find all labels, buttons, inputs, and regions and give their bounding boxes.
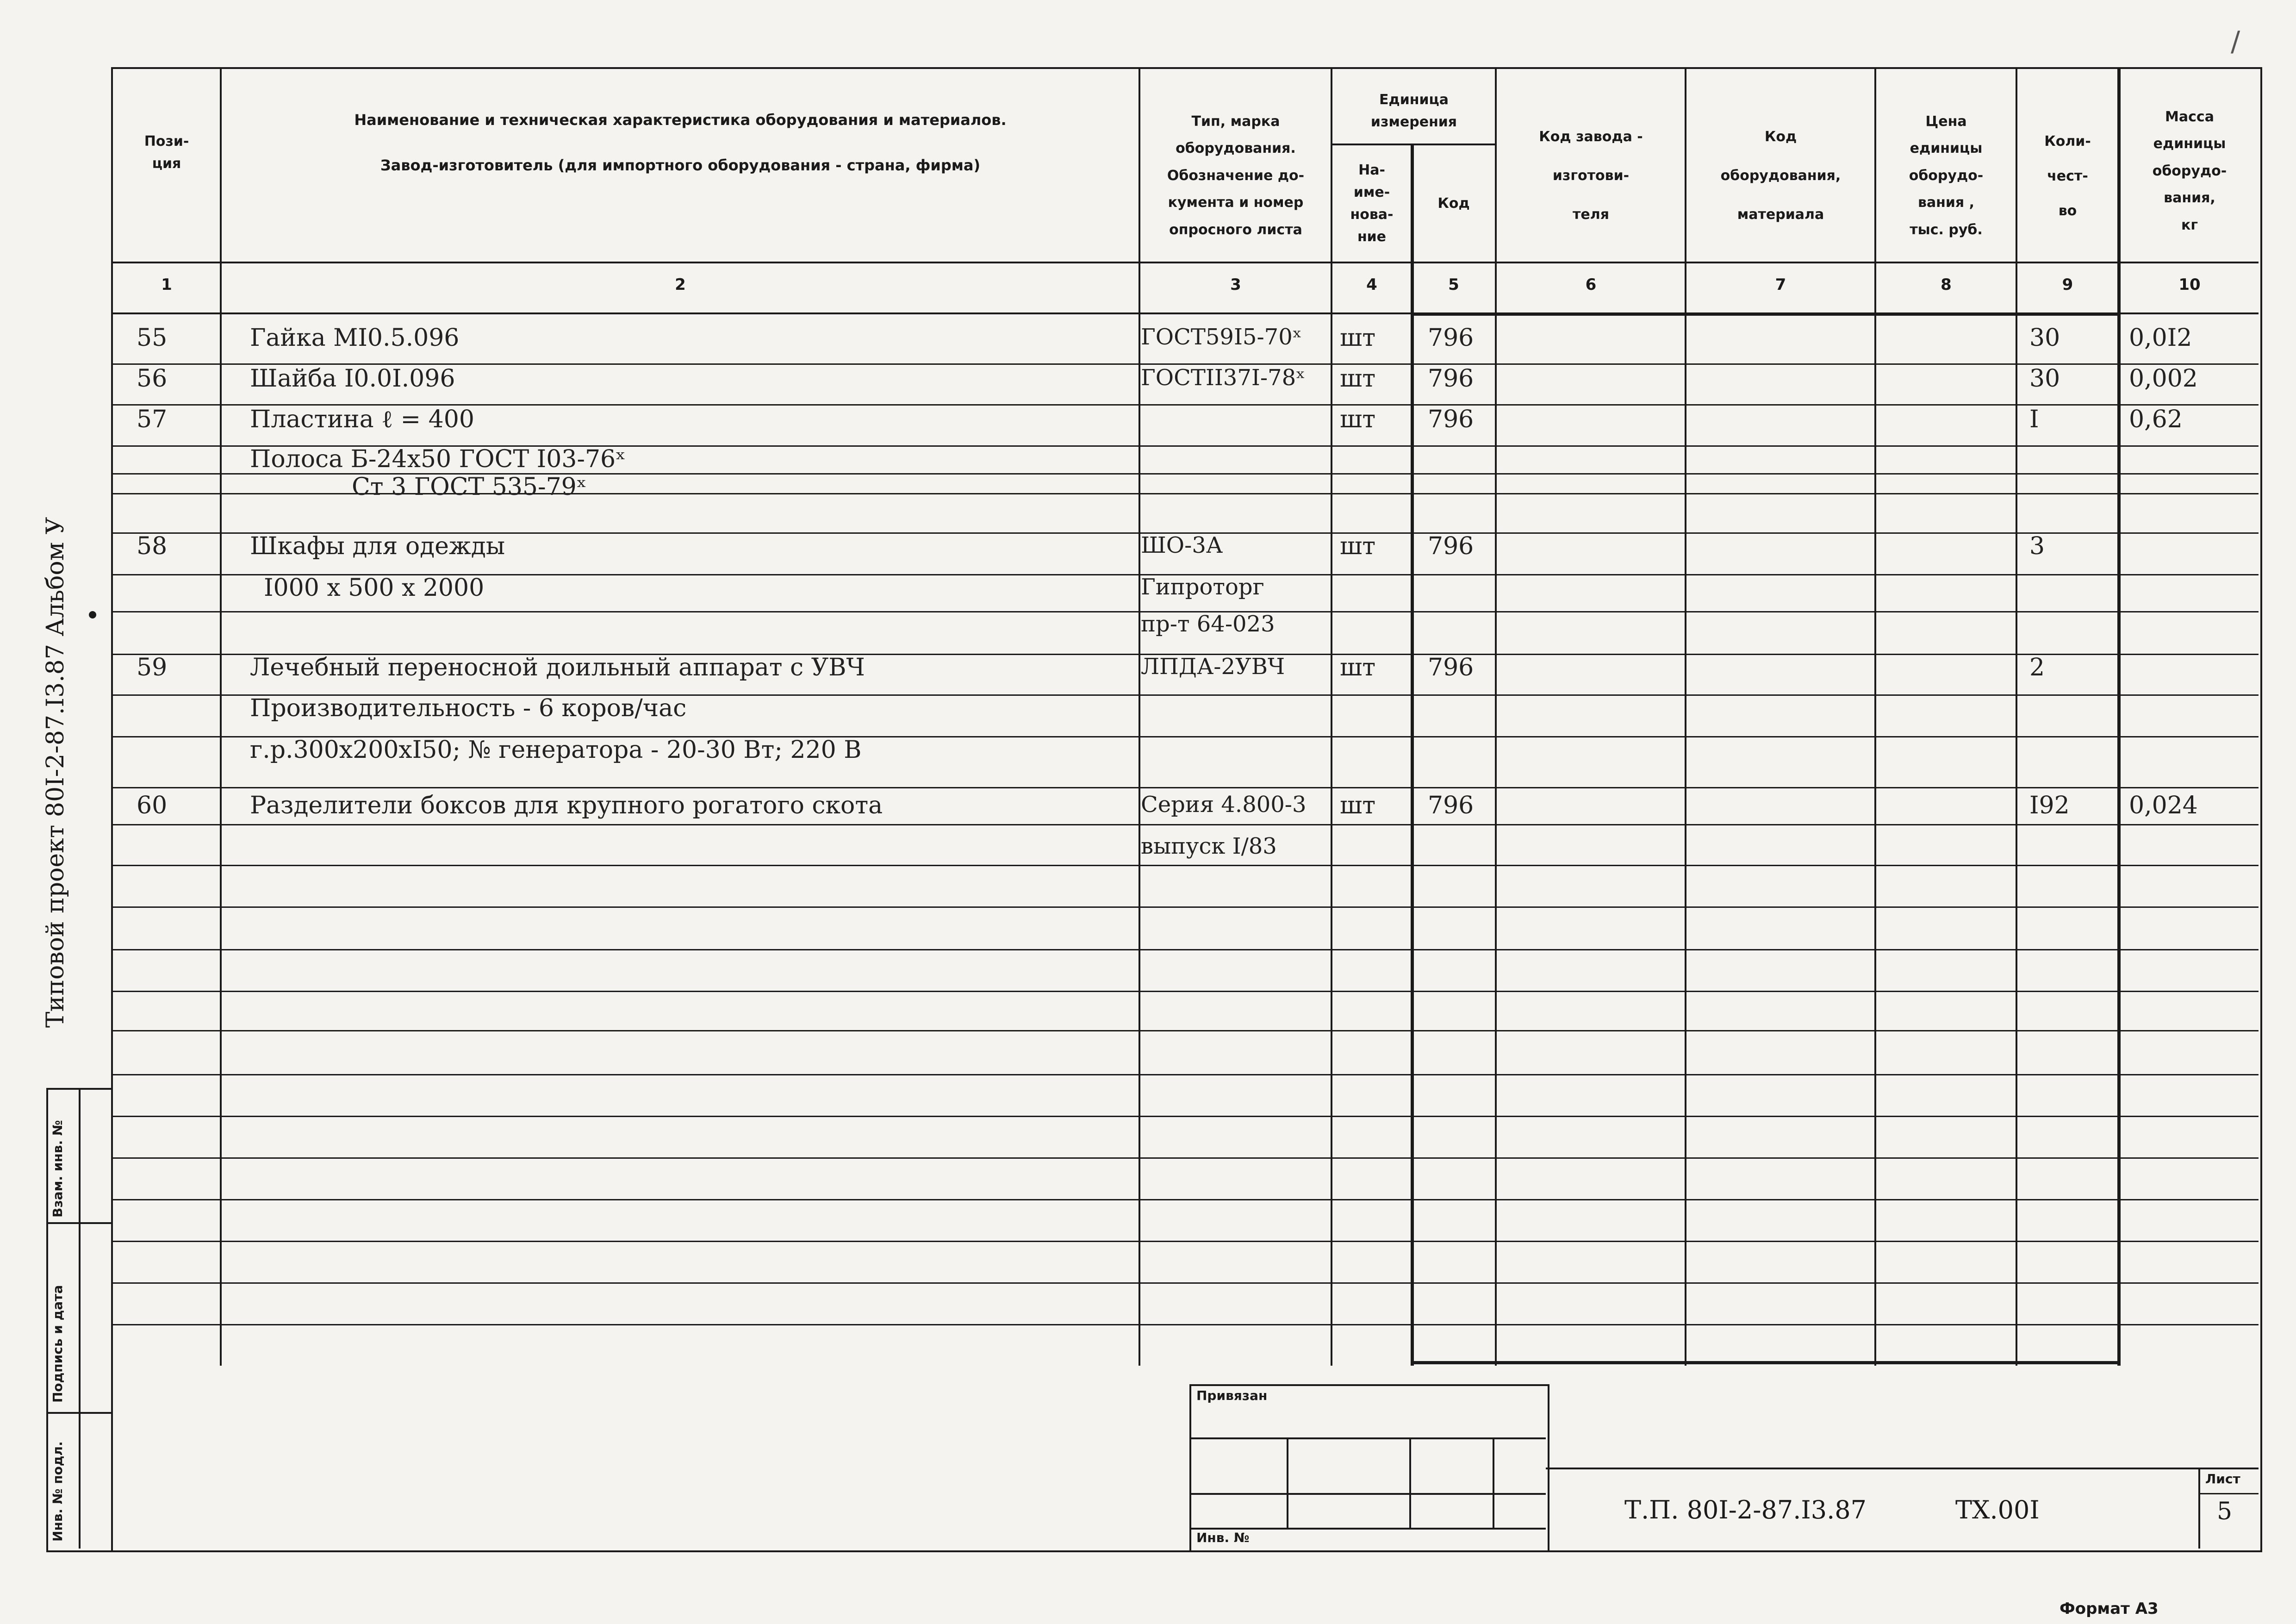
cell-type: ШО-3А (1141, 532, 1223, 558)
cell-type: Гипроторг (1141, 574, 1264, 600)
cell-code: 796 (1428, 792, 1474, 819)
privyazan-stamp (1189, 1384, 1549, 1552)
cell-name: Пластина ℓ = 400 (250, 406, 474, 433)
sheet-label: Лист (2205, 1471, 2240, 1487)
cell-pos: 60 (137, 792, 168, 819)
cell-name: Ст 3 ГОСТ 535-79ˣ (352, 473, 587, 501)
header-mass: Масса единицы оборудо- вания, кг (2152, 108, 2227, 233)
cell-name: Производительность - 6 коров/час (250, 694, 687, 722)
table-row-separator (111, 1116, 2259, 1117)
cell-type: ГОСТII37I-78ˣ (1141, 365, 1306, 391)
header-type: Тип, марка оборудования. Обозначение до- кумента и номер опросного листа (1167, 113, 1305, 238)
header-factory-code: Код завода - изготови- теля (1539, 129, 1643, 223)
header-price: Цена единицы оборудо- вания , тыс. руб. (1909, 113, 1984, 238)
cell-qty: 30 (2029, 365, 2060, 393)
cell-unit: шт (1340, 406, 1376, 433)
table-row-separator (111, 1030, 2259, 1031)
cell-type: ГОСТ59I5-70ˣ (1141, 324, 1302, 350)
cell-code: 796 (1428, 324, 1474, 352)
cell-code: 796 (1428, 654, 1474, 681)
cell-qty: 2 (2029, 654, 2045, 681)
header-name: Наименование и техническая характеристика оборудования и материалов. Завод-изготовитель (для импортного оборудования - страна, фирма) (354, 111, 1007, 174)
cell-type: выпуск I/83 (1141, 833, 1277, 859)
header-position: Пози- ция (144, 133, 189, 172)
cell-code: 796 (1428, 406, 1474, 433)
cell-pos: 57 (137, 406, 168, 433)
cell-type: ЛПДА-2УВЧ (1141, 654, 1285, 680)
cell-unit: шт (1340, 324, 1376, 352)
cell-type: Серия 4.800-3 (1141, 792, 1307, 818)
stamp-podpis-data: Подпись и дата (50, 1285, 65, 1403)
colnum-8: 8 (1941, 275, 1952, 294)
header-unit-code: Код (1437, 195, 1470, 212)
table-row-separator (111, 1241, 2259, 1242)
header-equipment-code: Код оборудования, материала (1720, 129, 1841, 223)
header-quantity: Коли- чест- во (2044, 133, 2091, 219)
inv-no-label: Инв. № (1196, 1530, 1250, 1545)
cell-qty: I (2029, 406, 2039, 433)
table-row-separator (111, 1282, 2259, 1284)
table-row-separator (111, 1157, 2259, 1159)
side-title-text: Типовой проект 80I-2-87.I3.87 Альбом У (42, 517, 69, 1028)
cell-unit: шт (1340, 532, 1376, 560)
format-label: Формат А3 (2060, 1599, 2159, 1618)
corner-mark: / (2231, 25, 2240, 58)
colnum-5: 5 (1448, 275, 1459, 294)
stamp-inv-podl: Инв. № подл. (50, 1441, 65, 1542)
table-row-separator (111, 865, 2259, 866)
table-row-separator (111, 1324, 2259, 1325)
header-unit-group: Единица измерения (1370, 92, 1457, 130)
cell-name: I000 х 500 х 2000 (264, 574, 485, 602)
cell-name: г.р.300х200хI50; № генератора - 20-30 Вт; 220 В (250, 736, 862, 764)
table-row-separator (111, 906, 2259, 908)
cell-mass: 0,002 (2129, 365, 2198, 393)
document-code: Т.П. 80I-2-87.I3.87 (1624, 1495, 1867, 1524)
cell-qty: 3 (2029, 532, 2045, 560)
table-row-separator (111, 1199, 2259, 1200)
cell-pos: 56 (137, 365, 168, 393)
table-row-separator (111, 949, 2259, 950)
stamp-vzam-inv: Взам. инв. № (50, 1120, 65, 1218)
cell-unit: шт (1340, 792, 1376, 819)
document-mark: ТХ.00I (1955, 1495, 2040, 1524)
cell-name: Разделители боксов для крупного рогатого скота (250, 792, 883, 819)
table-row-separator (111, 991, 2259, 992)
side-dot (89, 611, 96, 618)
cell-code: 796 (1428, 365, 1474, 393)
colnum-9: 9 (2062, 275, 2073, 294)
cell-name: Гайка МI0.5.096 (250, 324, 460, 352)
colnum-3: 3 (1230, 275, 1241, 294)
cell-name: Шайба I0.0I.096 (250, 365, 455, 393)
cell-mass: 0,024 (2129, 792, 2198, 819)
cell-mass: 0,62 (2129, 406, 2183, 433)
cell-name: Полоса Б-24х50 ГОСТ I03-76ˣ (250, 445, 626, 473)
colnum-10: 10 (2178, 275, 2201, 294)
cell-mass: 0,0I2 (2129, 324, 2192, 352)
privyazan-label: Привязан (1196, 1388, 1268, 1403)
table-row-separator (111, 787, 2259, 788)
colnum-1: 1 (161, 275, 172, 294)
cell-name: Шкафы для одежды (250, 532, 505, 560)
table-row-separator (111, 824, 2259, 825)
table-row-separator (111, 1074, 2259, 1075)
cell-code: 796 (1428, 532, 1474, 560)
cell-pos: 59 (137, 654, 168, 681)
sheet-number: 5 (2217, 1498, 2233, 1525)
colnum-7: 7 (1775, 275, 1786, 294)
colnum-2: 2 (675, 275, 686, 294)
cell-qty: 30 (2029, 324, 2060, 352)
cell-unit: шт (1340, 654, 1376, 681)
cell-name: Лечебный переносной доильный аппарат с УВЧ (250, 654, 865, 681)
cell-unit: шт (1340, 365, 1376, 393)
side-title (42, 517, 69, 1028)
header-unit-name: На- име- нова- ние (1350, 162, 1394, 245)
cell-qty: I92 (2029, 792, 2070, 819)
cell-pos: 58 (137, 532, 168, 560)
colnum-4: 4 (1366, 275, 1377, 294)
title-block-top (1546, 1468, 2259, 1469)
cell-type: пр-т 64-023 (1141, 611, 1275, 637)
cell-pos: 55 (137, 324, 168, 352)
colnum-6: 6 (1585, 275, 1597, 294)
